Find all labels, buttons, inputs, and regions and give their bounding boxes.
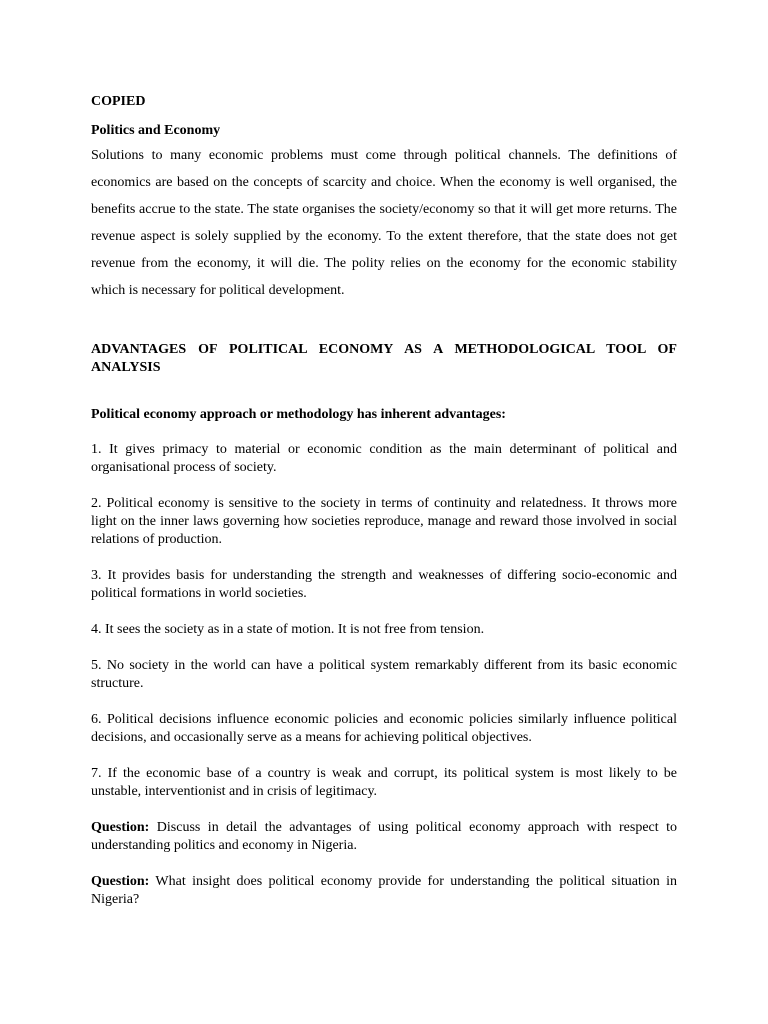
section-heading-advantages: ADVANTAGES OF POLITICAL ECONOMY AS A METHODOLOGICAL TOOL OF ANALYSIS xyxy=(91,342,677,375)
question-text: Discuss in detail the advantages of using political economy approach with respect to understanding politics and economy in Nigeria. xyxy=(91,820,677,853)
advantage-item-4: 4. It sees the society as in a state of motion. It is not free from tension. xyxy=(91,622,485,637)
advantage-item-6: 6. Political decisions influence economic policies and economic policies similarly influence political decisions, and occasionally serve as a means for achieving political objectives. xyxy=(91,712,677,745)
section-heading-politics-economy: Politics and Economy xyxy=(91,123,221,138)
document-title: COPIED xyxy=(91,94,146,109)
advantage-item-2: 2. Political economy is sensitive to the society in terms of continuity and relatedness. It throws more light on the inner laws governing how societies reproduce, manage and reward those involved in social relations of production. xyxy=(91,496,677,547)
document-body xyxy=(91,93,677,909)
politics-economy-paragraph: Solutions to many economic problems must come through political channels. The definitions of economics are based on the concepts of scarcity and choice. When the economy is well organised, the benefits accrue to the state. The state organises the society/economy so that it will get more returns. The revenue aspect is solely supplied by the economy. To the extent therefore, that the state does not get revenue from the economy, it will die. The polity relies on the economy for the economic stability which is necessary for political development. xyxy=(91,148,677,298)
advantage-item-5: 5. No society in the world can have a political system remarkably different from its basic economic structure. xyxy=(91,658,677,691)
question-label: Question: xyxy=(91,820,150,835)
question-text: What insight does political economy provide for understanding the political situation in Nigeria? xyxy=(91,874,677,907)
advantage-item-3: 3. It provides basis for understanding the strength and weaknesses of differing socio-economic and political formations in world societies. xyxy=(91,568,677,601)
question-1 xyxy=(91,819,677,855)
question-label: Question: xyxy=(91,874,150,889)
advantage-item-7: 7. If the economic base of a country is weak and corrupt, its political system is most likely to be unstable, interventionist and in crisis of legitimacy. xyxy=(91,766,677,799)
advantages-subheading: Political economy approach or methodology has inherent advantages: xyxy=(91,407,506,422)
question-2 xyxy=(91,873,677,909)
advantage-item-1: 1. It gives primacy to material or economic condition as the main determinant of political and organisational process of society. xyxy=(91,442,677,475)
